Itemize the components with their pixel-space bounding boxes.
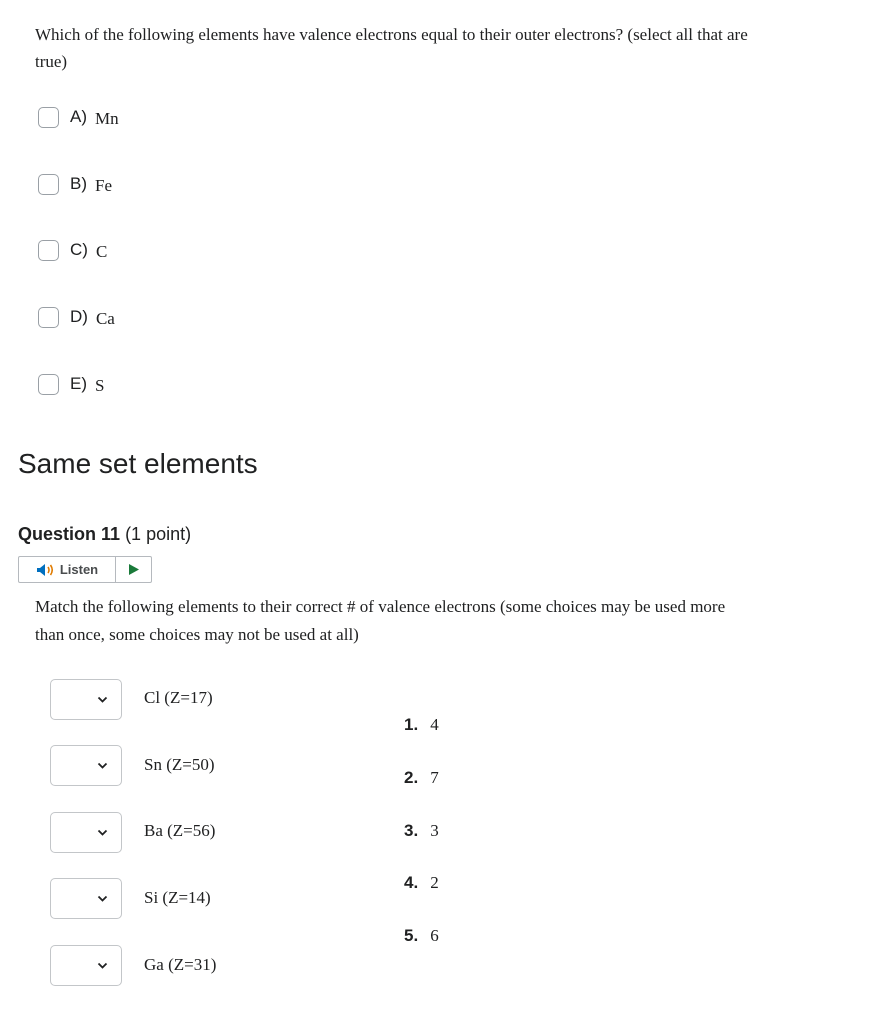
chevron-down-icon <box>97 829 108 837</box>
question-number: Question 11 <box>18 524 121 544</box>
question-points: (1 point) <box>125 524 192 544</box>
choice-letter: A) <box>70 107 87 126</box>
match-select-1[interactable] <box>50 679 122 720</box>
section-heading: Same set elements <box>18 448 258 479</box>
choice-b[interactable] <box>38 171 112 197</box>
answer-option-3 <box>404 821 439 841</box>
question-10-prompt: Which of the following elements have valence electrons equal to their outer electrons? (select all that are true) <box>35 25 748 71</box>
choice-c[interactable] <box>38 237 107 263</box>
match-item-label: Ba (Z=56) <box>144 821 216 840</box>
answer-option-5 <box>404 926 439 946</box>
match-select-3[interactable] <box>50 812 122 853</box>
choice-text: Ca <box>95 309 115 328</box>
answer-number: 3. <box>404 821 419 840</box>
play-button[interactable] <box>116 557 151 582</box>
choice-text: C <box>95 242 108 261</box>
listen-button[interactable] <box>19 557 116 582</box>
chevron-down-icon <box>97 762 108 770</box>
checkbox[interactable] <box>38 374 59 395</box>
answer-value: 7 <box>430 768 439 787</box>
match-select-2[interactable] <box>50 745 122 786</box>
answer-option-2 <box>404 768 439 788</box>
checkbox[interactable] <box>38 240 59 261</box>
choice-e[interactable] <box>38 371 104 397</box>
listen-label: Listen <box>59 562 99 577</box>
choice-a[interactable] <box>38 104 119 130</box>
choice-d[interactable] <box>38 304 115 330</box>
checkbox[interactable] <box>38 107 59 128</box>
answer-value: 4 <box>430 715 439 734</box>
choice-text: S <box>95 376 105 395</box>
listen-toolbar <box>18 556 152 583</box>
choice-text: Mn <box>95 109 119 128</box>
choice-text: Fe <box>95 176 112 195</box>
question-11-prompt: Match the following elements to their correct # of valence electrons (some choices may be used more than once, some choices may not be used at all) <box>35 597 726 644</box>
answer-option-4 <box>404 873 439 893</box>
answer-value: 3 <box>430 821 439 840</box>
answer-number: 5. <box>404 926 419 945</box>
match-select-5[interactable] <box>50 945 122 986</box>
answer-number: 1. <box>404 715 419 734</box>
match-item-label: Sn (Z=50) <box>144 755 215 774</box>
choice-letter: D) <box>70 307 88 326</box>
answer-value: 2 <box>430 873 439 892</box>
match-item-label: Cl (Z=17) <box>144 688 213 707</box>
choice-letter: B) <box>70 174 87 193</box>
chevron-down-icon <box>97 895 108 903</box>
choice-letter: C) <box>70 240 88 259</box>
match-item-label: Ga (Z=31) <box>144 955 217 974</box>
play-icon <box>128 563 140 576</box>
question-header <box>18 524 191 545</box>
chevron-down-icon <box>97 696 108 704</box>
answer-value: 6 <box>430 926 439 945</box>
answer-option-1 <box>404 715 439 735</box>
answer-number: 4. <box>404 873 419 892</box>
checkbox[interactable] <box>38 307 59 328</box>
checkbox[interactable] <box>38 174 59 195</box>
speaker-icon <box>36 563 56 577</box>
answer-number: 2. <box>404 768 419 787</box>
match-select-4[interactable] <box>50 878 122 919</box>
match-item-label: Si (Z=14) <box>144 888 211 907</box>
choice-letter: E) <box>70 374 87 393</box>
chevron-down-icon <box>97 962 108 970</box>
